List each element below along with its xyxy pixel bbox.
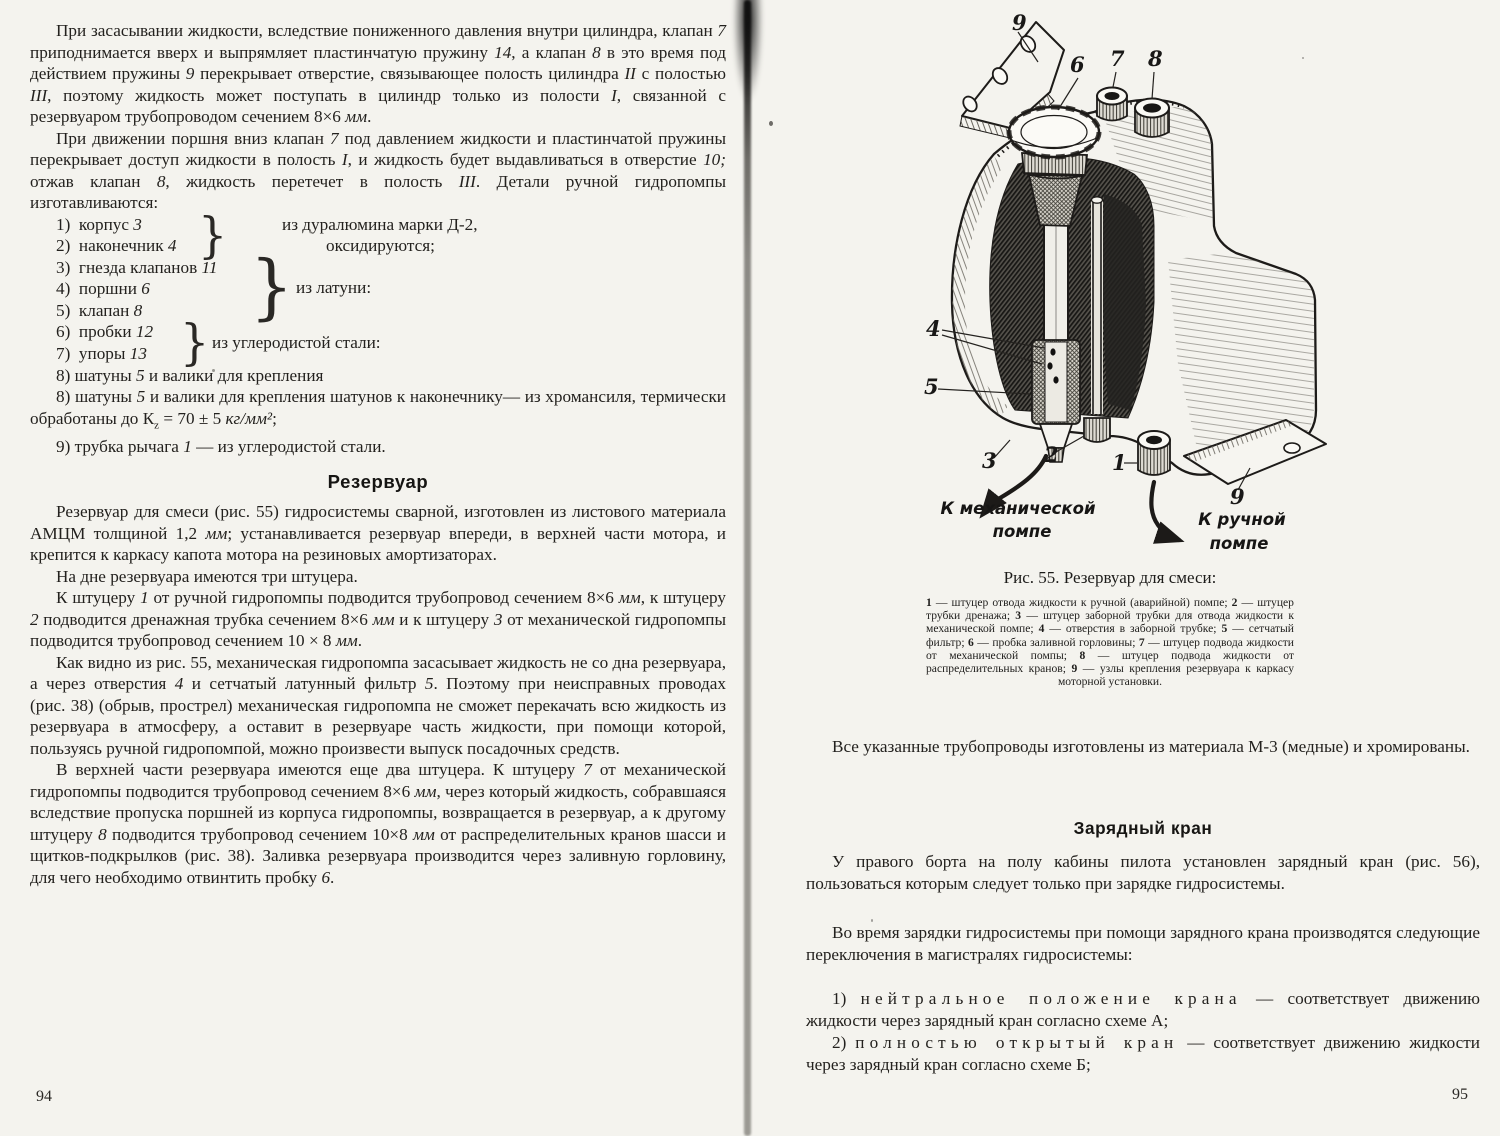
tube-hole [1053,376,1058,383]
gutter-ink-smudge [733,0,763,102]
list-item-9: 9) трубка рычага 1 — из углеродистой стали. [56,437,386,457]
paragraph-piston-down: При движении поршня вниз клапан 7 под давлением жидкости и пластинчатой пружины перекрывает доступ жидкости в полость I, и жидкость будет выдавливаться в отверстие 10; отжав клапан 8, жидкость перетечет в полость III. Детали ручной гидропомпы изготавливаются: [30,128,727,212]
callout-9-top: 9 [1012,10,1027,35]
page-number-right: 95 [1452,1086,1468,1103]
material-label-brass: из латуни: [296,277,372,297]
list-item: 1) корпус 3 [56,214,142,234]
list-item: 7) упоры 13 [56,343,147,363]
tube-hole [1047,362,1052,369]
fitting-1-hole [1146,436,1162,444]
leader-7 [1113,72,1116,87]
list-item: 4) поршни 6 [56,279,150,298]
callout-5: 5 [924,374,939,399]
bracket-hole [990,65,1010,86]
paragraph-suction: При засасывании жидкости, вследствие пониженного давления внутри цилиндра, клапан 7 приподнимается вверх и выпрямляет пластинчатую пружину 14, а клапан 8 в это время под действием пружины 9 перекрывает отверстие, связывающее полость цилиндра II с полостью III, поэтому жидкость может поступать в цилиндр только из полости I, связанной с резервуаром трубопроводом сечением 8×6 мм. [30,21,727,126]
label-to-mechanical-pump-2: помпе [992,522,1052,541]
section-heading-charging-valve: Зарядный кран [1073,818,1213,838]
reservoir-cutaway-svg [898,4,1403,566]
callout-2: 2 [1044,442,1059,467]
arrow-to-hand-pump [1151,482,1179,540]
paragraph-three-fittings: На дне резервуара имеются три штуцера. [56,566,358,586]
paragraph-reservoir-intro: Резервуар для смеси (рис. 55) гидросистемы сварной, изготовлен из листового материала АМЦМ толщиной 1,2 мм; устанавливается резервуар впереди, в верхней части мотора, и крепится к каркасу капота мотора на резиновых амортизаторах. [30,502,726,565]
label-to-hand-pump: К ручной [1198,510,1286,529]
charging-item-neutral: 1) нейтральное положение крана — соответствует движению жидкости через зарядный кран согласно схеме А; [806,989,1480,1030]
figure-caption-legend: 1 — штуцер отвода жидкости к ручной (аварийной) помпе; 2 — штуцер трубки дренажа; 3 — штуцер заборной трубки для отвода жидкости к механической помпе; 4 — отверстия в заборной трубке; 5 — сетчатый фильтр; 6 — пробка заливной горловины; 7 — штуцер подвода жидкости от механической помпы; 8 — штуцер подвода жидкости от распределительных кранов; 9 — узлы крепления резервуара к каркасу моторной установки. [926,596,1295,689]
paragraph-pipes-material: Все указанные трубопроводы изготовлены из материала М-3 (медные) и хромированы. [832,737,1470,756]
label-to-mechanical-pump: К механической [940,499,1096,518]
callout-1: 1 [1112,450,1127,475]
callout-9-bottom: 9 [1230,484,1245,509]
scan-speck [769,121,773,126]
callout-6: 6 [1070,52,1085,77]
leader-6 [1058,78,1078,110]
brace-duralumin: } [198,206,228,263]
brace-steel: } [180,313,210,370]
parts-materials-list [30,206,726,370]
paragraph-upper-fittings: В верхней части резервуара имеются еще два штуцера. К штуцеру 7 от механической гидропомпы подводится трубопровод сечением 8×6 мм, через который жидкость, собравшаяся вследствие пропуска поршней из корпуса гидропомпы, возвращается в резервуар, а к другому штуцеру 8 подводится трубопровод сечением 10×8 мм от распределительных кранов шасси и щитков-подкрылков (рис. 38). Заливка резервуара производится через заливную горловину, для чего необходимо отвинтить пробку 6. [30,760,727,887]
figure-caption-title: Рис. 55. Резервуар для смеси: [1003,568,1217,587]
list-item-8a: 8) шатуны 5 и валики для крепления [56,365,324,385]
callout-7: 7 [1110,46,1125,71]
paragraph-filter: Как видно из рис. 55, механическая гидропомпа засасывает жидкость не со дна резервуара, а через отверстия 4 и сетчатый латунный фильтр 5. Поэтому при неисправных проводах (рис. 38) (обрыв, прострел) механическая гидропомпа не сможет перекачать всю жидкость из резервуара в атмосферу, а оставит в резервуаре часть жидкости, при помощи которой, пользуясь ручной гидропомпой, можно произвести выпуск посадочных средств. [30,652,726,758]
list-item: 2) наконечник 4 [56,236,177,255]
charging-item-open: 2) полностью открытый кран — соответствует движению жидкости через зарядный кран согласно схеме Б; [806,1033,1480,1074]
material-label-duralumin: из дуралюмина марки Д-2, [282,214,478,234]
section-heading-reservoir: Резервуар [327,470,429,492]
brace-brass: } [250,245,294,329]
paragraph-fitting-pipes: К штуцеру 1 от ручной гидропомпы подводится трубопровод сечением 8×6 мм, к штуцеру 2 подводится дренажная трубка сечением 8×6 мм и к штуцеру 3 от механической гидропомпы подводится трубопровод сечением 10 × 8 мм. [30,588,726,651]
drain-tube-top [1092,197,1103,203]
callout-8: 8 [1148,46,1163,71]
list-item-8b: 8) шатуны 5 и валики для крепления шатунов к наконечнику— из хромансиля, термически обработаны до $К_z = 70 \pm 5$ кг/мм²; [30,387,726,431]
fitting-8-hole [1143,103,1161,112]
list-item: 3) гнезда клапанов 11 [56,257,218,277]
callout-3: 3 [982,448,997,473]
material-label-oxidized: оксидируются; [326,236,435,255]
page-number-left: 94 [36,1088,52,1105]
material-label-steel: из углеродистой стали: [212,332,381,352]
bracket-hole [1284,443,1300,453]
label-to-hand-pump-2: помпе [1209,534,1269,553]
list-item: 6) пробки 12 [56,322,154,341]
paragraph-charging-switches: Во время зарядки гидросистемы при помощи зарядного крана производятся следующие переключения в магистралях гидросистемы: [806,923,1480,964]
fitting-2-body [1084,418,1110,442]
list-item: 5) клапан 8 [56,300,143,320]
fitting-7-hole [1105,92,1120,100]
figure-55-reservoir-drawing [898,4,1403,566]
leader-8 [1152,72,1154,99]
paragraph-charging-valve-location: У правого борта на полу кабины пилота установлен зарядный кран (рис. 56), пользоваться которым следует только при зарядке гидросистемы. [806,852,1480,893]
callout-4: 4 [926,316,941,341]
page-gutter-shadow [744,0,751,1136]
left-page-column [30,20,726,888]
tube-hole [1050,348,1055,355]
